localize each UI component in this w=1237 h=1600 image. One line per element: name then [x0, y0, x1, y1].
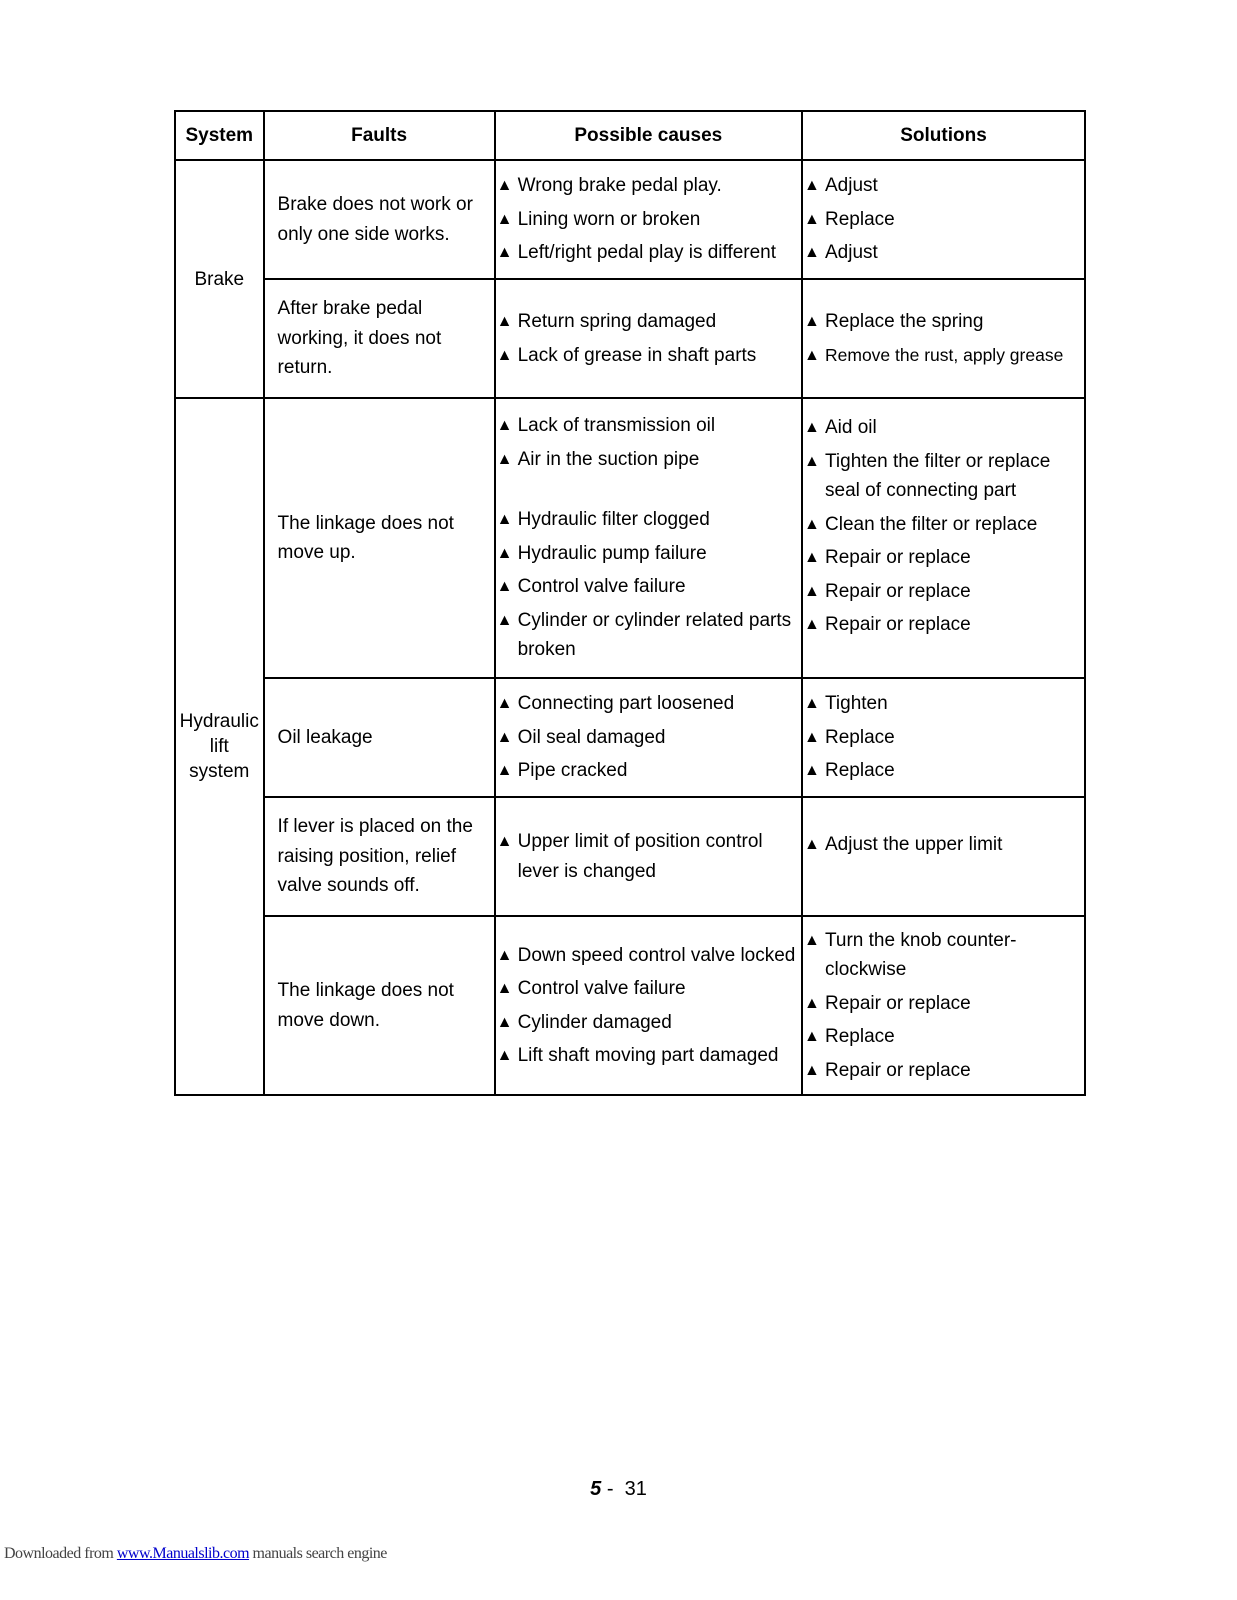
page-number-value: 31 [624, 1478, 647, 1500]
solution-item: ▲ Repair or replace [804, 543, 1084, 573]
solution-item: ▲ Repair or replace [804, 610, 1084, 640]
fault-cell: The linkage does not move down. [264, 916, 495, 1095]
cause-item: ▲ Control valve failure [497, 572, 801, 602]
solution-item: ▲ Repair or replace [804, 989, 1084, 1019]
triangle-bullet-icon: ▲ [496, 980, 513, 997]
manualslib-link[interactable]: www.Manualslib.com [116, 1545, 250, 1562]
system-cell-brake: Brake [175, 160, 264, 398]
solutions-cell [802, 797, 1085, 916]
triangle-bullet-icon: ▲ [804, 346, 820, 364]
triangle-bullet-icon: ▲ [496, 450, 513, 468]
triangle-bullet-icon: ▲ [496, 762, 513, 780]
triangle-bullet-icon: ▲ [496, 611, 513, 629]
triangle-bullet-icon: ▲ [496, 578, 513, 596]
triangle-bullet-icon: ▲ [496, 177, 513, 195]
triangle-bullet-icon: ▲ [804, 762, 820, 780]
solutions-cell [802, 160, 1085, 279]
page-number [0, 1478, 1237, 1501]
solutions-cell [802, 678, 1085, 797]
causes-cell [495, 160, 802, 279]
triangle-bullet-icon: ▲ [804, 515, 820, 533]
cause-item: ▲ Hydraulic filter clogged [497, 505, 801, 535]
fault-cell: Oil leakage [264, 678, 495, 797]
triangle-bullet-icon: ▲ [804, 1061, 820, 1079]
solution-item: ▲ Aid oil [804, 413, 1084, 443]
triangle-bullet-icon: ▲ [804, 836, 820, 854]
table-row [175, 797, 1085, 916]
causes-cell [495, 916, 802, 1095]
page-separator: - [606, 1478, 614, 1500]
header-causes: Possible causes [495, 111, 802, 160]
cause-item: ▲ Wrong brake pedal play. [497, 171, 801, 201]
triangle-bullet-icon: ▲ [804, 452, 820, 470]
footer-suffix: manuals search engine [249, 1545, 387, 1562]
cause-item: ▲ Connecting part loosened [497, 689, 801, 719]
causes-cell [495, 398, 802, 678]
triangle-bullet-icon: ▲ [496, 346, 513, 364]
triangle-bullet-icon: ▲ [804, 244, 820, 262]
cause-item: ▲ Oil seal damaged [497, 723, 801, 753]
cause-item: ▲ Air in the suction pipe [497, 445, 801, 475]
solution-item: ▲ Repair or replace [804, 1056, 1084, 1086]
triangle-bullet-icon: ▲ [804, 419, 820, 437]
triangle-bullet-icon: ▲ [496, 1013, 513, 1031]
cause-item: ▲ Lack of grease in shaft parts [497, 341, 801, 371]
solutions-cell [802, 916, 1085, 1095]
header-faults: Faults [264, 111, 495, 160]
table-row [175, 160, 1085, 279]
triangle-bullet-icon: ▲ [804, 549, 820, 567]
triangle-bullet-icon: ▲ [496, 833, 513, 850]
triangle-bullet-icon: ▲ [804, 313, 820, 330]
triangle-bullet-icon: ▲ [804, 177, 820, 195]
header-system: System [175, 111, 264, 160]
solution-item: ▲ Adjust the upper limit [804, 830, 1084, 860]
triangle-bullet-icon: ▲ [496, 417, 513, 435]
triangle-bullet-icon: ▲ [496, 946, 513, 964]
triangle-bullet-icon: ▲ [496, 313, 513, 330]
spacer [804, 644, 1084, 667]
solutions-cell [802, 279, 1085, 398]
triangle-bullet-icon: ▲ [496, 728, 513, 746]
solution-item: ▲ Turn the knob counter-clockwise [804, 926, 1084, 985]
cause-item: ▲ Lift shaft moving part damaged [497, 1041, 801, 1071]
solution-item: ▲ Clean the filter or replace [804, 510, 1084, 540]
triangle-bullet-icon: ▲ [496, 1047, 513, 1064]
cause-item: ▲ Pipe cracked [497, 756, 801, 786]
triangle-bullet-icon: ▲ [804, 210, 820, 228]
footer-prefix: Downloaded from [4, 1545, 117, 1562]
solution-item: ▲ Replace [804, 205, 1084, 235]
solution-item: ▲ Adjust [804, 238, 1084, 268]
fault-cell: If lever is placed on the raising position, relief valve sounds off. [264, 797, 495, 916]
fault-cell: After brake pedal working, it does not return. [264, 279, 495, 398]
solution-item: ▲ Remove the rust, apply grease [804, 341, 1084, 371]
cause-item: ▲ Hydraulic pump failure [497, 539, 801, 569]
table-row [175, 916, 1085, 1095]
triangle-bullet-icon: ▲ [804, 582, 820, 600]
fault-cell: Brake does not work or only one side works. [264, 160, 495, 279]
cause-item: ▲ Cylinder or cylinder related parts broken [497, 606, 801, 665]
download-footer [4, 1545, 387, 1563]
table-row [175, 678, 1085, 797]
fault-cell: The linkage does not move up. [264, 398, 495, 678]
cause-item: ▲ Upper limit of position control lever is changed [497, 827, 801, 886]
cause-item: ▲ Return spring damaged [497, 307, 801, 337]
solutions-cell [802, 398, 1085, 678]
table-row [175, 398, 1085, 678]
solution-item: ▲ Tighten [804, 689, 1084, 719]
spacer [497, 478, 801, 501]
system-cell-hydraulic: Hydraulic lift system [175, 398, 264, 1095]
solution-item: ▲ Adjust [804, 171, 1084, 201]
cause-item: ▲ Left/right pedal play is different [497, 238, 801, 268]
triangle-bullet-icon: ▲ [496, 544, 513, 562]
triangle-bullet-icon: ▲ [804, 728, 820, 746]
header-solutions: Solutions [802, 111, 1085, 160]
triangle-bullet-icon: ▲ [496, 695, 513, 713]
triangle-bullet-icon: ▲ [496, 244, 513, 262]
cause-item: ▲ Cylinder damaged [497, 1008, 801, 1038]
causes-cell [495, 678, 802, 797]
cause-item: ▲ Control valve failure [497, 974, 801, 1004]
solution-item: ▲ Replace the spring [804, 307, 1084, 337]
causes-cell [495, 797, 802, 916]
solution-item: ▲ Replace [804, 723, 1084, 753]
solution-item: ▲ Repair or replace [804, 577, 1084, 607]
triangle-bullet-icon: ▲ [804, 1028, 820, 1046]
triangle-bullet-icon: ▲ [496, 511, 513, 529]
header-row [175, 111, 1085, 160]
solution-item: ▲ Replace [804, 1022, 1084, 1052]
cause-item: ▲ Down speed control valve locked [497, 941, 801, 971]
chapter-number: 5 [590, 1478, 602, 1500]
spacer [804, 864, 1084, 887]
solution-item: ▲ Replace [804, 756, 1084, 786]
triangle-bullet-icon: ▲ [804, 994, 820, 1012]
troubleshooting-table [174, 110, 1086, 1096]
cause-item: ▲ Lining worn or broken [497, 205, 801, 235]
triangle-bullet-icon: ▲ [804, 931, 820, 949]
triangle-bullet-icon: ▲ [804, 616, 820, 634]
solution-item: ▲ Tighten the filter or replace seal of connecting part [804, 447, 1084, 506]
triangle-bullet-icon: ▲ [804, 695, 820, 713]
causes-cell [495, 279, 802, 398]
triangle-bullet-icon: ▲ [496, 210, 513, 228]
table-row [175, 279, 1085, 398]
cause-item: ▲ Lack of transmission oil [497, 411, 801, 441]
